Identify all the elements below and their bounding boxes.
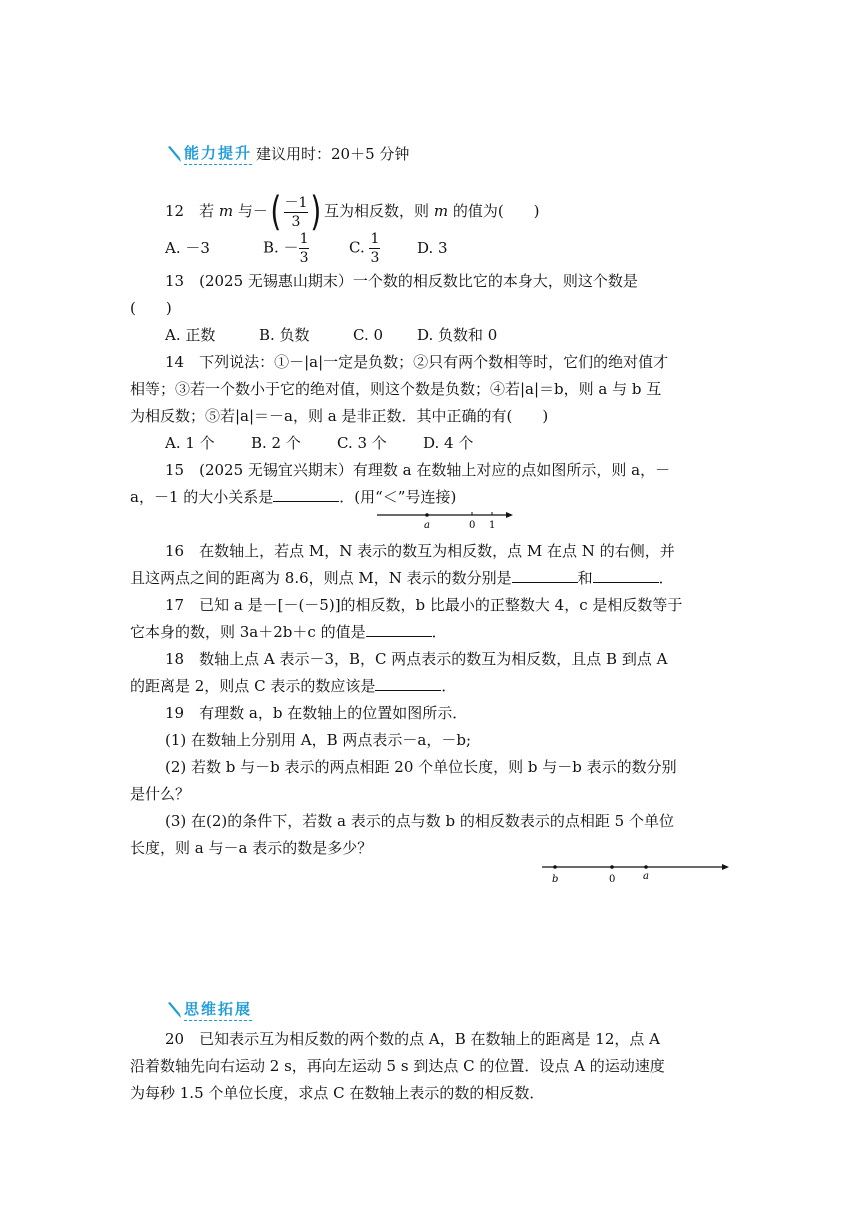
text: 且这两点之间的距离为 8.6，则点 M，N 表示的数分别是 (130, 569, 512, 587)
question-18 (165, 648, 667, 670)
var: m (218, 202, 234, 220)
text: 若 (199, 202, 219, 220)
answer-blank[interactable] (375, 676, 441, 691)
label-b: b (552, 874, 559, 885)
point-b (553, 865, 557, 869)
question-text: 为每秒 1.5 个单位长度，求点 C 在数轴上表示的数的相反数． (130, 1084, 545, 1102)
question-text: 为相反数；⑤若|a|＝－a，则 a 是非正数．其中正确的有( ) (130, 407, 549, 425)
var: m (433, 202, 449, 220)
text: ． (658, 569, 674, 587)
question-text: (2025 无锡惠山期末）一个数的相反数比它的本身大，则这个数是 (184, 272, 638, 290)
question-number: 16 (165, 542, 185, 560)
q12-options (165, 230, 448, 267)
label-zero: 0 (469, 520, 476, 531)
question-text: 已知表示互为相反数的两个数的点 A，B 在数轴上的距离是 12，点 A (199, 1030, 660, 1048)
option-c: C. $\frac{1}{3}$ (349, 231, 380, 266)
question-number: 14 (165, 353, 185, 371)
option-b: B. 负数 (259, 326, 310, 344)
question-number: 12 (165, 202, 185, 220)
option-b: B. － $\frac{1}{3}$ (263, 231, 309, 266)
label-one: 1 (489, 520, 496, 531)
question-13 (165, 270, 638, 292)
section-header-ability (166, 142, 409, 165)
sub-question-2-cont: 是什么？ (130, 785, 191, 803)
number-line-q15 (375, 505, 520, 531)
option-d: D. 4 个 (423, 434, 474, 452)
frac-den: 3 (291, 213, 301, 230)
pencil-icon (166, 145, 182, 163)
sub-question-3: (3) 在(2)的条件下，若数 a 表示的点与数 b 的相反数表示的点相距 5 个单位 (165, 812, 674, 830)
text: 与－ (233, 202, 268, 220)
point-a (644, 865, 648, 869)
option-a: A. 1 个 (165, 434, 215, 452)
question-12 (165, 189, 540, 235)
option-c: C. 0 (353, 326, 384, 344)
point-a (425, 513, 429, 517)
answer-blank[interactable] (273, 487, 339, 502)
question-15 (165, 459, 670, 481)
option-c: C. 3 个 (337, 434, 387, 452)
question-text (130, 621, 447, 643)
question-text: 相等；③若一个数小于它的绝对值，则这个数是负数；④若|a|＝b，则 a 与 b 互 (130, 380, 662, 398)
section-header-thinking (166, 998, 252, 1021)
option-a: A. 正数 (165, 326, 216, 344)
option-d: D. 负数和 0 (417, 326, 498, 344)
question-number: 17 (165, 596, 185, 614)
question-text (130, 567, 674, 589)
answer-paren: ( ) (130, 299, 172, 317)
label-a: a (643, 871, 649, 882)
suggested-time: 建议用时：20＋5 分钟 (256, 145, 410, 163)
question-text: (2025 无锡宜兴期末）有理数 a 在数轴上对应的点如图所示，则 a，－ (184, 461, 671, 479)
label-zero: 0 (609, 874, 616, 885)
q13-options (165, 324, 497, 346)
sub-question-2: (2) 若数 b 与－b 表示的两点相距 20 个单位长度，则 b 与－b 表示的数分别 (165, 758, 677, 776)
question-number: 19 (165, 704, 185, 722)
text: 互为相反数，则 (324, 202, 434, 220)
question-text: 数轴上点 A 表示－3，B，C 两点表示的数互为相反数，且点 B 到点 A (199, 650, 668, 668)
text: 的距离是 2，则点 C 表示的数应该是 (130, 677, 376, 695)
question-16 (165, 540, 675, 562)
question-number: 20 (165, 1030, 185, 1048)
point-zero (610, 865, 614, 869)
text: 它本身的数，则 3a＋2b＋c 的值是 (130, 623, 366, 641)
q14-options (165, 432, 473, 454)
text: 和 (577, 569, 593, 587)
question-text: 下列说法：①－|a|一定是负数；②只有两个数相等时，它们的绝对值才 (199, 353, 669, 371)
question-number: 13 (165, 272, 185, 290)
question-number: 15 (165, 461, 185, 479)
question-19 (165, 702, 467, 724)
answer-blank[interactable] (366, 622, 432, 637)
answer-blank[interactable] (512, 568, 578, 583)
question-text: 已知 a 是－[－(－5)]的相反数，b 比最小的正整数大 4，c 是相反数等于 (199, 596, 683, 614)
question-17 (165, 594, 682, 616)
question-text (130, 675, 456, 697)
question-number: 18 (165, 650, 185, 668)
text: 的值为( ) (448, 202, 540, 220)
question-20 (165, 1028, 660, 1050)
section-title: 思维拓展 (184, 998, 252, 1021)
question-14 (165, 351, 668, 373)
text: ． (441, 677, 457, 695)
section-title: 能力提升 (184, 142, 252, 165)
pencil-icon (166, 1001, 182, 1019)
option-b: B. 2 个 (251, 434, 301, 452)
option-d: D. 3 (417, 238, 448, 257)
question-text: 沿着数轴先向右运动 2 s，再向左运动 5 s 到达点 C 的位置．设点 A 的运动速度 (130, 1057, 665, 1075)
number-line-q19 (540, 857, 735, 885)
question-text: 在数轴上，若点 M，N 表示的数互为相反数，点 M 在点 N 的右侧，并 (199, 542, 675, 560)
fraction-group: ( $\frac{-1}{3}$ ) (270, 189, 322, 235)
sub-question-1: (1) 在数轴上分别用 A，B 两点表示－a，－b; (165, 731, 472, 749)
text: ．(用“＜”号连接) (339, 488, 457, 506)
label-a: a (424, 520, 430, 531)
answer-blank[interactable] (593, 568, 659, 583)
frac-num: －1 (284, 194, 308, 211)
option-a: A. －3 (165, 238, 210, 257)
text: ． (431, 623, 447, 641)
sub-question-3-cont: 长度，则 a 与－a 表示的数是多少？ (130, 839, 373, 857)
text: a，－1 的大小关系是 (130, 488, 274, 506)
question-text: 有理数 a，b 在数轴上的位置如图所示． (199, 704, 468, 722)
